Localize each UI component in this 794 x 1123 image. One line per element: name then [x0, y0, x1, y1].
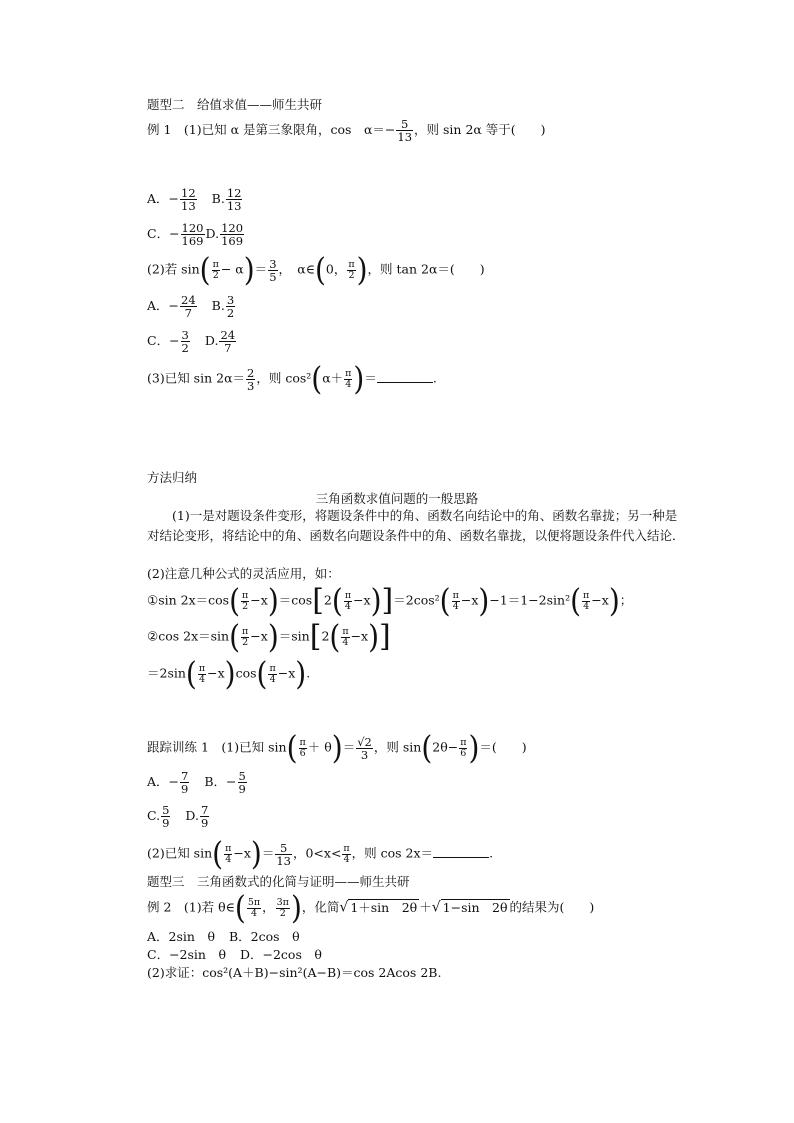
frac	[452, 591, 460, 612]
method-heading: 方法归纳	[147, 470, 198, 485]
section-title-2: 题型二 给值求值——师生共研	[147, 97, 323, 112]
frac	[276, 898, 290, 919]
text: −x	[591, 592, 609, 608]
den: 6	[299, 747, 306, 759]
radicand: 1−sin 2θ	[442, 899, 508, 915]
text: ，则 tan 2α＝( )	[367, 261, 485, 277]
option-b-label: B.	[211, 298, 225, 313]
den: 9	[238, 782, 246, 796]
den: 169	[181, 234, 204, 248]
paren: )	[295, 654, 307, 693]
text: −x	[250, 592, 268, 608]
frac	[268, 664, 276, 685]
text: ＝	[261, 845, 275, 861]
text: ，则 cos²	[256, 370, 312, 386]
frac	[299, 738, 307, 759]
paren: (	[185, 654, 197, 693]
num: π	[343, 842, 350, 854]
paren: )	[468, 728, 480, 767]
text: ；	[619, 592, 633, 608]
text: −x	[460, 592, 479, 608]
num: 120	[181, 221, 204, 235]
option-c-label: C．−	[147, 226, 180, 241]
num: 5	[162, 803, 170, 817]
text: −x	[233, 845, 251, 861]
text: 0，	[325, 261, 347, 277]
frac	[459, 738, 467, 759]
den: 4	[250, 907, 257, 919]
option-d-label: D.	[204, 333, 219, 348]
frac	[247, 898, 261, 919]
num: 12	[226, 186, 242, 200]
den: 2	[212, 269, 219, 281]
option-row-ab	[147, 187, 243, 212]
frac	[241, 627, 249, 648]
text: (2)注意几种公式的灵活应用，如：	[147, 566, 340, 581]
den: 9	[181, 782, 189, 796]
comma: ，	[262, 899, 275, 915]
option-b-label: B.	[211, 191, 225, 206]
formula-3	[147, 654, 311, 693]
frac	[198, 664, 206, 685]
paren: )	[478, 581, 490, 620]
frac	[396, 118, 413, 143]
text: ＝2cos²	[393, 592, 440, 608]
den: 2	[242, 600, 249, 612]
text: ①sin 2x＝cos	[147, 592, 230, 608]
bracket: ]	[381, 583, 394, 618]
text: 2	[323, 592, 332, 608]
text: α＋	[322, 370, 344, 386]
den: 4	[343, 853, 350, 865]
frac-den: 13	[397, 130, 413, 144]
text: (2)已知 sin	[147, 845, 213, 861]
text: ＝cos	[278, 592, 313, 608]
num: π	[460, 736, 467, 748]
option-b-frac	[226, 187, 243, 212]
paren: )	[243, 250, 255, 289]
num: 7	[181, 769, 189, 783]
track-1-q2	[147, 834, 494, 873]
text: ， α∈	[278, 261, 315, 277]
text: −x	[350, 628, 369, 644]
den: 13	[276, 853, 291, 868]
option-row-cd-2	[147, 329, 237, 354]
den: 7	[224, 341, 232, 355]
paren: )	[370, 581, 382, 620]
example-1-q1	[147, 118, 546, 143]
paren: )	[224, 654, 236, 693]
formula-2	[147, 617, 391, 656]
text: .	[306, 665, 311, 681]
num: 12	[181, 186, 196, 200]
paren: (	[331, 581, 343, 620]
num: 7	[200, 803, 209, 817]
text: − α	[220, 261, 244, 277]
paren: (	[212, 834, 224, 873]
num: 5π	[247, 896, 261, 908]
track-option-row-cd	[147, 804, 210, 829]
num: 24	[181, 293, 196, 307]
den: 3	[247, 378, 255, 393]
option-d-frac	[219, 329, 236, 354]
paren: (	[286, 728, 298, 767]
paren: (	[229, 581, 241, 620]
option-b-frac	[238, 770, 247, 795]
num: π	[342, 625, 349, 637]
text: −1＝1−2sin²	[489, 592, 571, 608]
answer-blank	[377, 372, 433, 383]
den: 4	[345, 378, 352, 390]
den: 4	[342, 636, 349, 648]
paren: )	[356, 250, 368, 289]
text: 的结果为( )	[509, 899, 595, 915]
num: 5	[238, 769, 246, 783]
frac	[246, 367, 255, 392]
den: 2	[348, 269, 355, 281]
text: .	[432, 370, 437, 386]
den: 4	[452, 600, 459, 612]
frac	[241, 591, 249, 612]
frac	[356, 736, 373, 761]
track-1-q1	[147, 728, 527, 767]
paren: )	[331, 728, 343, 767]
ex2-option-row-cd	[147, 947, 322, 962]
paren: )	[290, 888, 302, 927]
den: 13	[226, 199, 242, 213]
paren: (	[199, 250, 211, 289]
den: 2	[226, 306, 235, 320]
frac	[342, 844, 350, 865]
text: ＝( )	[479, 739, 527, 755]
den: 9	[200, 816, 209, 830]
formula-1	[147, 581, 633, 620]
text: ＝2sin	[147, 665, 186, 681]
paren: (	[439, 581, 451, 620]
frac	[344, 591, 352, 612]
den: 2	[181, 341, 189, 355]
option-d-frac	[200, 804, 209, 829]
text: ，0<x<	[292, 845, 342, 861]
paren: (	[311, 359, 323, 398]
text: 例 2 (1)若 θ∈	[147, 899, 235, 915]
example-1-q3	[147, 359, 437, 398]
option-d-frac	[220, 222, 244, 247]
den: 4	[198, 673, 205, 685]
paren: )	[250, 834, 262, 873]
num: π	[269, 662, 276, 674]
example-2-q1	[147, 888, 595, 927]
option-row-cd	[147, 222, 245, 247]
q2-head: (2)若 sin	[147, 261, 200, 277]
option-d-label: D.	[205, 226, 220, 241]
paren: (	[256, 654, 268, 693]
den: 4	[269, 673, 276, 685]
text: ，则 sin	[373, 739, 422, 755]
text: ，则 cos 2x＝	[351, 845, 434, 861]
option-c-frac	[181, 222, 205, 247]
text: ②cos 2x＝sin	[147, 628, 230, 644]
option-c-label: C．−	[147, 333, 180, 348]
paren: )	[267, 581, 279, 620]
option-row-ab-2	[147, 294, 236, 319]
paren: (	[229, 617, 241, 656]
num: 24	[220, 328, 236, 342]
num: π	[583, 589, 590, 601]
text: ＋ θ	[307, 739, 332, 755]
den: 4	[583, 600, 590, 612]
paren: )	[353, 359, 365, 398]
option-a-frac	[180, 187, 197, 212]
den: 4	[344, 600, 351, 612]
frac	[212, 260, 220, 281]
ex1-head: 例 1 (1)已知 α 是第三象限角，cos α＝−	[147, 122, 396, 137]
text: ＝sin	[278, 628, 310, 644]
paren: (	[421, 728, 433, 767]
option-b-label: B．−	[204, 774, 237, 789]
num: π	[242, 625, 249, 637]
num: 2	[247, 365, 255, 380]
text: cos	[235, 665, 257, 681]
text: −x	[207, 665, 225, 681]
den: 3	[360, 747, 369, 762]
sqrt-icon: √	[431, 899, 441, 916]
text: 跟踪训练 1 (1)已知 sin	[147, 739, 287, 755]
text: .	[489, 845, 494, 861]
text: (3)已知 sin 2α＝	[147, 370, 246, 386]
sqrt-icon: √	[339, 899, 349, 916]
frac	[275, 842, 292, 867]
frac-num: 5	[396, 118, 413, 131]
method-subtitle: 三角函数求值问题的一般思路	[315, 491, 479, 506]
paren: (	[314, 250, 326, 289]
method-paragraph-2	[147, 566, 340, 581]
num: π	[212, 258, 219, 270]
bracket: [	[309, 619, 322, 654]
num: 3	[181, 328, 189, 342]
paren: (	[570, 581, 582, 620]
frac	[347, 260, 355, 281]
num: π	[344, 589, 352, 601]
num: 120	[221, 221, 244, 235]
den: 6	[460, 747, 467, 759]
option-b: B．2cos θ	[228, 929, 300, 944]
section-title-3: 题型三 三角函数式的化简与证明——师生共研	[147, 874, 410, 889]
den: 7	[184, 306, 192, 320]
num: π	[242, 589, 249, 601]
den: 2	[279, 907, 286, 919]
text: ＝	[364, 370, 377, 386]
option-a-label: A．−	[147, 298, 180, 313]
num: √2	[357, 734, 372, 749]
frac	[582, 591, 590, 612]
text: ＝	[254, 261, 268, 277]
text: −x	[353, 592, 371, 608]
option-a: A．2sin θ	[147, 929, 215, 944]
answer-blank	[433, 847, 489, 858]
paren: (	[329, 617, 341, 656]
option-b-frac	[226, 294, 235, 319]
den: 169	[221, 234, 244, 248]
paren: )	[608, 581, 620, 620]
num: π	[225, 842, 232, 854]
example-2-q2: (2)求证：cos²(A＋B)−sin²(A−B)＝cos 2Acos 2B.	[147, 965, 442, 980]
text: ＝	[342, 739, 356, 755]
option-c-frac	[161, 804, 170, 829]
paren: )	[368, 617, 380, 656]
den: 2	[242, 636, 249, 648]
frac	[268, 258, 277, 283]
num: π	[452, 589, 459, 601]
text: 2	[321, 628, 330, 644]
bracket: ]	[379, 619, 391, 654]
den: 13	[181, 199, 196, 213]
track-option-row-ab	[147, 770, 248, 795]
text: −x	[250, 628, 268, 644]
option-a-frac	[180, 294, 197, 319]
option-c-frac	[181, 329, 190, 354]
num: 5	[275, 842, 292, 855]
option-a-label: A．−	[147, 191, 180, 206]
num: π	[348, 258, 355, 270]
text: ，化简	[301, 899, 340, 915]
frac	[344, 369, 352, 390]
radicand: 1＋sin 2θ	[350, 899, 418, 915]
text: −x	[277, 665, 296, 681]
option-d-label: D.	[185, 808, 199, 823]
option-c: C．−2sin θ	[147, 947, 226, 962]
den: 5	[269, 269, 277, 284]
num: π	[198, 662, 206, 674]
ex2-option-row-ab	[147, 929, 300, 944]
den: 4	[225, 853, 232, 865]
num: 3	[269, 256, 277, 271]
text: ＋	[419, 899, 432, 915]
option-c-label: C.	[147, 808, 161, 823]
paren: (	[234, 888, 246, 927]
num: π	[345, 367, 352, 379]
option-a-label: A．−	[147, 774, 180, 789]
paren: )	[267, 617, 279, 656]
text: 2θ−	[432, 739, 459, 755]
option-d: D．−2cos θ	[239, 947, 322, 962]
frac	[224, 844, 232, 865]
num: 3	[226, 293, 235, 307]
bracket: [	[312, 583, 324, 618]
example-1-q2	[147, 250, 485, 289]
option-a-frac	[180, 770, 189, 795]
den: 9	[162, 816, 170, 830]
ex1-tail: ，则 sin 2α 等于( )	[414, 122, 546, 137]
frac	[341, 627, 349, 648]
method-paragraph-1: (1)一是对题设条件变形，将题设条件中的角、函数名向结论中的角、函数名靠拢；另一种是对结论变形，将结论中的角、函数名向题设条件中的角、函数名靠拢，以便将题设条件代入结论．	[147, 508, 685, 543]
num: π	[299, 736, 306, 748]
num: 3π	[276, 896, 289, 908]
